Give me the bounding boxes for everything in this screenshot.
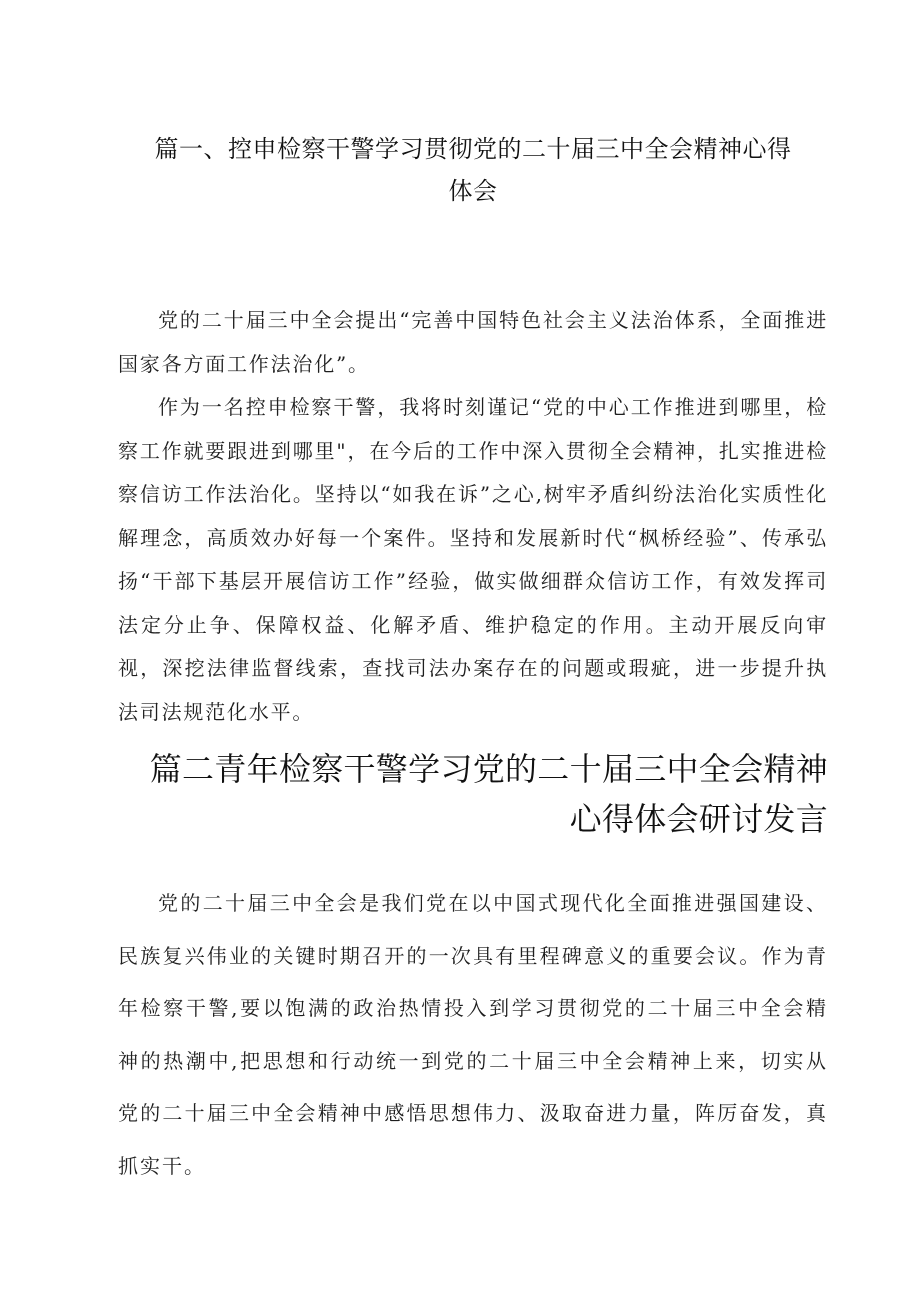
- section-1-paragraph: 党的二十届三中全会提出“完善中国特色社会主义法治体系，全面推进国家各方面工作法治化”。: [118, 308, 828, 376]
- section-2-paragraph: 党的二十届三中全会是我们党在以中国式现代化全面推进强国建设、民族复兴伟业的关键时期召开的一次具有里程碑意义的重要会议。作为青年检察干警,要以饱满的政治热情投入到学习贯彻党的二十届三中全会精神的热潮中,把思想和行动统一到党的二十届三中全会精神上来，切实从党的二十届三中全会精神中感悟思想伟力、汲取奋进力量，阵厉奋发，真抓实干。: [118, 891, 828, 1178]
- section-1-paragraph: 作为一名控申检察干警，我将时刻谨记“党的中心工作推进到哪里，检察工作就要跟进到哪里"，在今后的工作中深入贯彻全会精神，扎实推进检察信访工作法治化。坚持以“如我在诉”之心,树牢矛盾纠纷法治化实质性化解理念，高质效办好每一个案件。坚持和发展新时代“枫桥经验”、传承弘扬“干部下基层开展信访工作”经验，做实做细群众信访工作，有效发挥司法定分止争、保障权益、化解矛盾、维护稳定的作用。主动开展反向审视，深挖法律监督线索，查找司法办案存在的问题或瑕疵，进一步提升执法司法规范化水平。: [118, 395, 828, 724]
- section-1-body: [118, 299, 828, 734]
- section-2-body: [118, 877, 828, 1192]
- article-section-2: [118, 744, 828, 1192]
- article-section-1: [118, 128, 828, 734]
- section-1-title: 篇一、控申检察干警学习贯彻党的二十届三中全会精神心得体会: [154, 135, 792, 205]
- section-2-title: 篇二青年检察干警学习党的二十届三中全会精神心得体会研讨发言: [149, 750, 828, 838]
